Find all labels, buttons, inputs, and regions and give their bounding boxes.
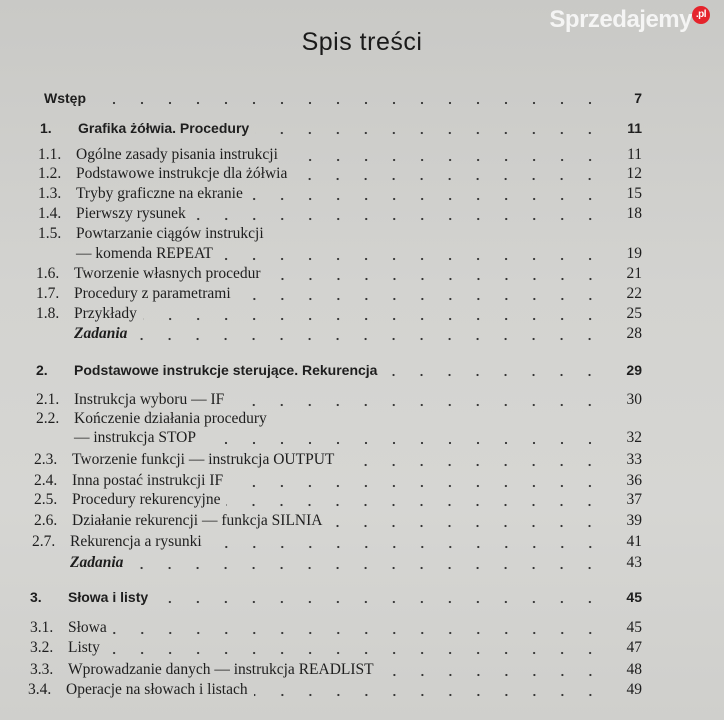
dot-leader <box>254 681 604 699</box>
entry-page-number: 30 <box>626 391 642 408</box>
entry-title: Inna postać instrukcji IF <box>72 472 224 489</box>
entry-number: 1.4. <box>38 205 62 222</box>
toc-entry <box>38 205 642 223</box>
entry-page-number: 29 <box>626 362 642 378</box>
toc-entry <box>30 639 642 657</box>
toc-entry <box>30 661 642 679</box>
entry-page-number: 22 <box>626 285 642 302</box>
entry-title: Wprowadzanie danych — instrukcja READLIST <box>68 661 374 678</box>
entry-title: Tworzenie własnych procedur <box>74 265 261 282</box>
entry-number: 2.6. <box>34 512 58 529</box>
dot-leader <box>143 305 604 323</box>
entry-title: Podstawowe instrukcje sterujące. Rekurencja <box>74 362 378 378</box>
dot-leader <box>129 554 604 572</box>
entry-page-number: 43 <box>626 554 642 571</box>
entry-page-number: 15 <box>626 185 642 202</box>
entry-number: 1. <box>40 120 52 136</box>
entry-page-number: 25 <box>626 305 642 322</box>
toc-entry <box>32 554 642 572</box>
entry-number: 2.4. <box>34 472 58 489</box>
entry-number: 1.5. <box>38 225 62 242</box>
entry-title: Instrukcja wyboru — IF <box>74 391 225 408</box>
toc-entry <box>34 491 642 509</box>
entry-number: 1.8. <box>36 305 60 322</box>
entry-page-number: 12 <box>626 165 642 182</box>
toc-entry <box>38 245 642 263</box>
entry-number: 2.5. <box>34 491 58 508</box>
dot-leader <box>208 533 604 551</box>
dot-leader <box>293 165 604 183</box>
dot-leader <box>380 661 604 679</box>
entry-number: 2.7. <box>32 533 56 550</box>
dot-leader <box>328 512 604 530</box>
dot-leader <box>255 119 604 137</box>
entry-page-number: 37 <box>626 491 642 508</box>
entry-number: 2.1. <box>36 391 60 408</box>
entry-number: 1.1. <box>38 146 62 163</box>
toc-entry <box>36 325 642 343</box>
entry-title: Procedury rekurencyjne <box>72 491 221 508</box>
entry-page-number: 36 <box>626 472 642 489</box>
toc-entry <box>36 391 642 409</box>
entry-title: Działanie rekurencji — funkcja SILNIA <box>72 512 323 529</box>
dot-leader <box>284 146 604 164</box>
toc-entry <box>34 472 642 490</box>
toc-entry <box>36 361 642 379</box>
toc-entry <box>36 285 642 303</box>
dot-leader <box>267 265 604 283</box>
dot-leader <box>230 391 604 409</box>
entry-number: 3.4. <box>28 681 52 698</box>
page-title: Spis treści <box>301 28 423 56</box>
entry-page-number: 7 <box>634 90 642 106</box>
toc-entry <box>28 681 642 699</box>
entry-title: Rekurencja a rysunki <box>70 533 202 550</box>
dot-leader <box>226 491 604 509</box>
entry-number: Wstęp <box>44 90 86 106</box>
dot-leader <box>249 185 604 203</box>
entry-page-number: 11 <box>627 120 642 136</box>
toc-entry <box>36 265 642 283</box>
toc-entry <box>34 451 642 469</box>
watermark-logo <box>549 6 710 34</box>
entry-number: 1.2. <box>38 165 62 182</box>
entry-number: 2. <box>36 362 48 378</box>
dot-leader <box>192 205 604 223</box>
entry-title: Tworzenie funkcji — instrukcja OUTPUT <box>72 451 335 468</box>
entry-title: Ogólne zasady pisania instrukcji <box>76 146 278 163</box>
entry-page-number: 19 <box>626 245 642 262</box>
toc-entry <box>36 410 642 428</box>
entry-title: Grafika żółwia. Procedury <box>78 120 250 136</box>
entry-page-number: 11 <box>627 146 642 163</box>
toc-entry <box>38 225 642 243</box>
entry-title: Kończenie działania procedury <box>74 410 267 427</box>
dot-leader <box>133 325 604 343</box>
toc-entry <box>36 305 642 323</box>
entry-title: Pierwszy rysunek <box>76 205 186 222</box>
entry-page-number: 41 <box>626 533 642 550</box>
entry-page-number: 32 <box>626 429 642 446</box>
entry-number: 1.7. <box>36 285 60 302</box>
entry-title: Zadania <box>70 554 124 571</box>
dot-leader <box>92 89 604 107</box>
dot-leader <box>202 429 604 447</box>
dot-leader <box>219 245 604 263</box>
watermark-badge: .pl <box>692 6 710 24</box>
entry-page-number: 48 <box>626 661 642 678</box>
entry-title: — komenda REPEAT <box>76 245 213 262</box>
entry-page-number: 45 <box>626 589 642 605</box>
entry-number: 3.3. <box>30 661 54 678</box>
entry-number: 1.6. <box>36 265 60 282</box>
dot-leader <box>229 472 604 490</box>
dot-leader <box>237 285 604 303</box>
entry-page-number: 18 <box>626 205 642 222</box>
entry-title: Procedury z parametrami <box>74 285 231 302</box>
entry-title: Podstawowe instrukcje dla żółwia <box>76 165 288 182</box>
toc-entry <box>44 89 642 107</box>
toc-entry <box>34 512 642 530</box>
toc-entry <box>32 533 642 551</box>
toc-entry <box>36 429 642 447</box>
entry-page-number: 28 <box>626 325 642 342</box>
entry-page-number: 39 <box>626 512 642 529</box>
entry-number: 3.1. <box>30 619 54 636</box>
toc-entry <box>38 146 642 164</box>
entry-page-number: 21 <box>626 265 642 282</box>
toc-entry <box>40 119 642 137</box>
entry-title: Listy <box>68 639 100 656</box>
entry-page-number: 47 <box>626 639 642 656</box>
entry-title: Powtarzanie ciągów instrukcji <box>76 225 264 242</box>
dot-leader <box>113 619 604 637</box>
entry-page-number: 45 <box>626 619 642 636</box>
entry-title: Słowa <box>68 619 107 636</box>
entry-title: — instrukcja STOP <box>74 429 196 446</box>
entry-title: Zadania <box>74 325 128 342</box>
entry-number: 3. <box>30 589 42 605</box>
entry-title: Przykłady <box>74 305 137 322</box>
toc-entry <box>38 165 642 183</box>
entry-page-number: 49 <box>626 681 642 698</box>
entry-number: 2.3. <box>34 451 58 468</box>
toc-entry <box>38 185 642 203</box>
dot-leader <box>340 451 604 469</box>
entry-number: 2.2. <box>36 410 60 427</box>
dot-leader <box>383 361 604 379</box>
entry-title: Operacje na słowach i listach <box>66 681 248 698</box>
entry-number: 1.3. <box>38 185 62 202</box>
watermark-text: Sprzedajemy <box>549 6 692 33</box>
entry-number: 3.2. <box>30 639 54 656</box>
dot-leader <box>106 639 604 657</box>
dot-leader <box>154 588 604 606</box>
entry-page-number: 33 <box>626 451 642 468</box>
toc-entry <box>30 619 642 637</box>
toc-entry <box>30 588 642 606</box>
entry-title: Słowa i listy <box>68 589 149 605</box>
entry-title: Tryby graficzne na ekranie <box>76 185 243 202</box>
